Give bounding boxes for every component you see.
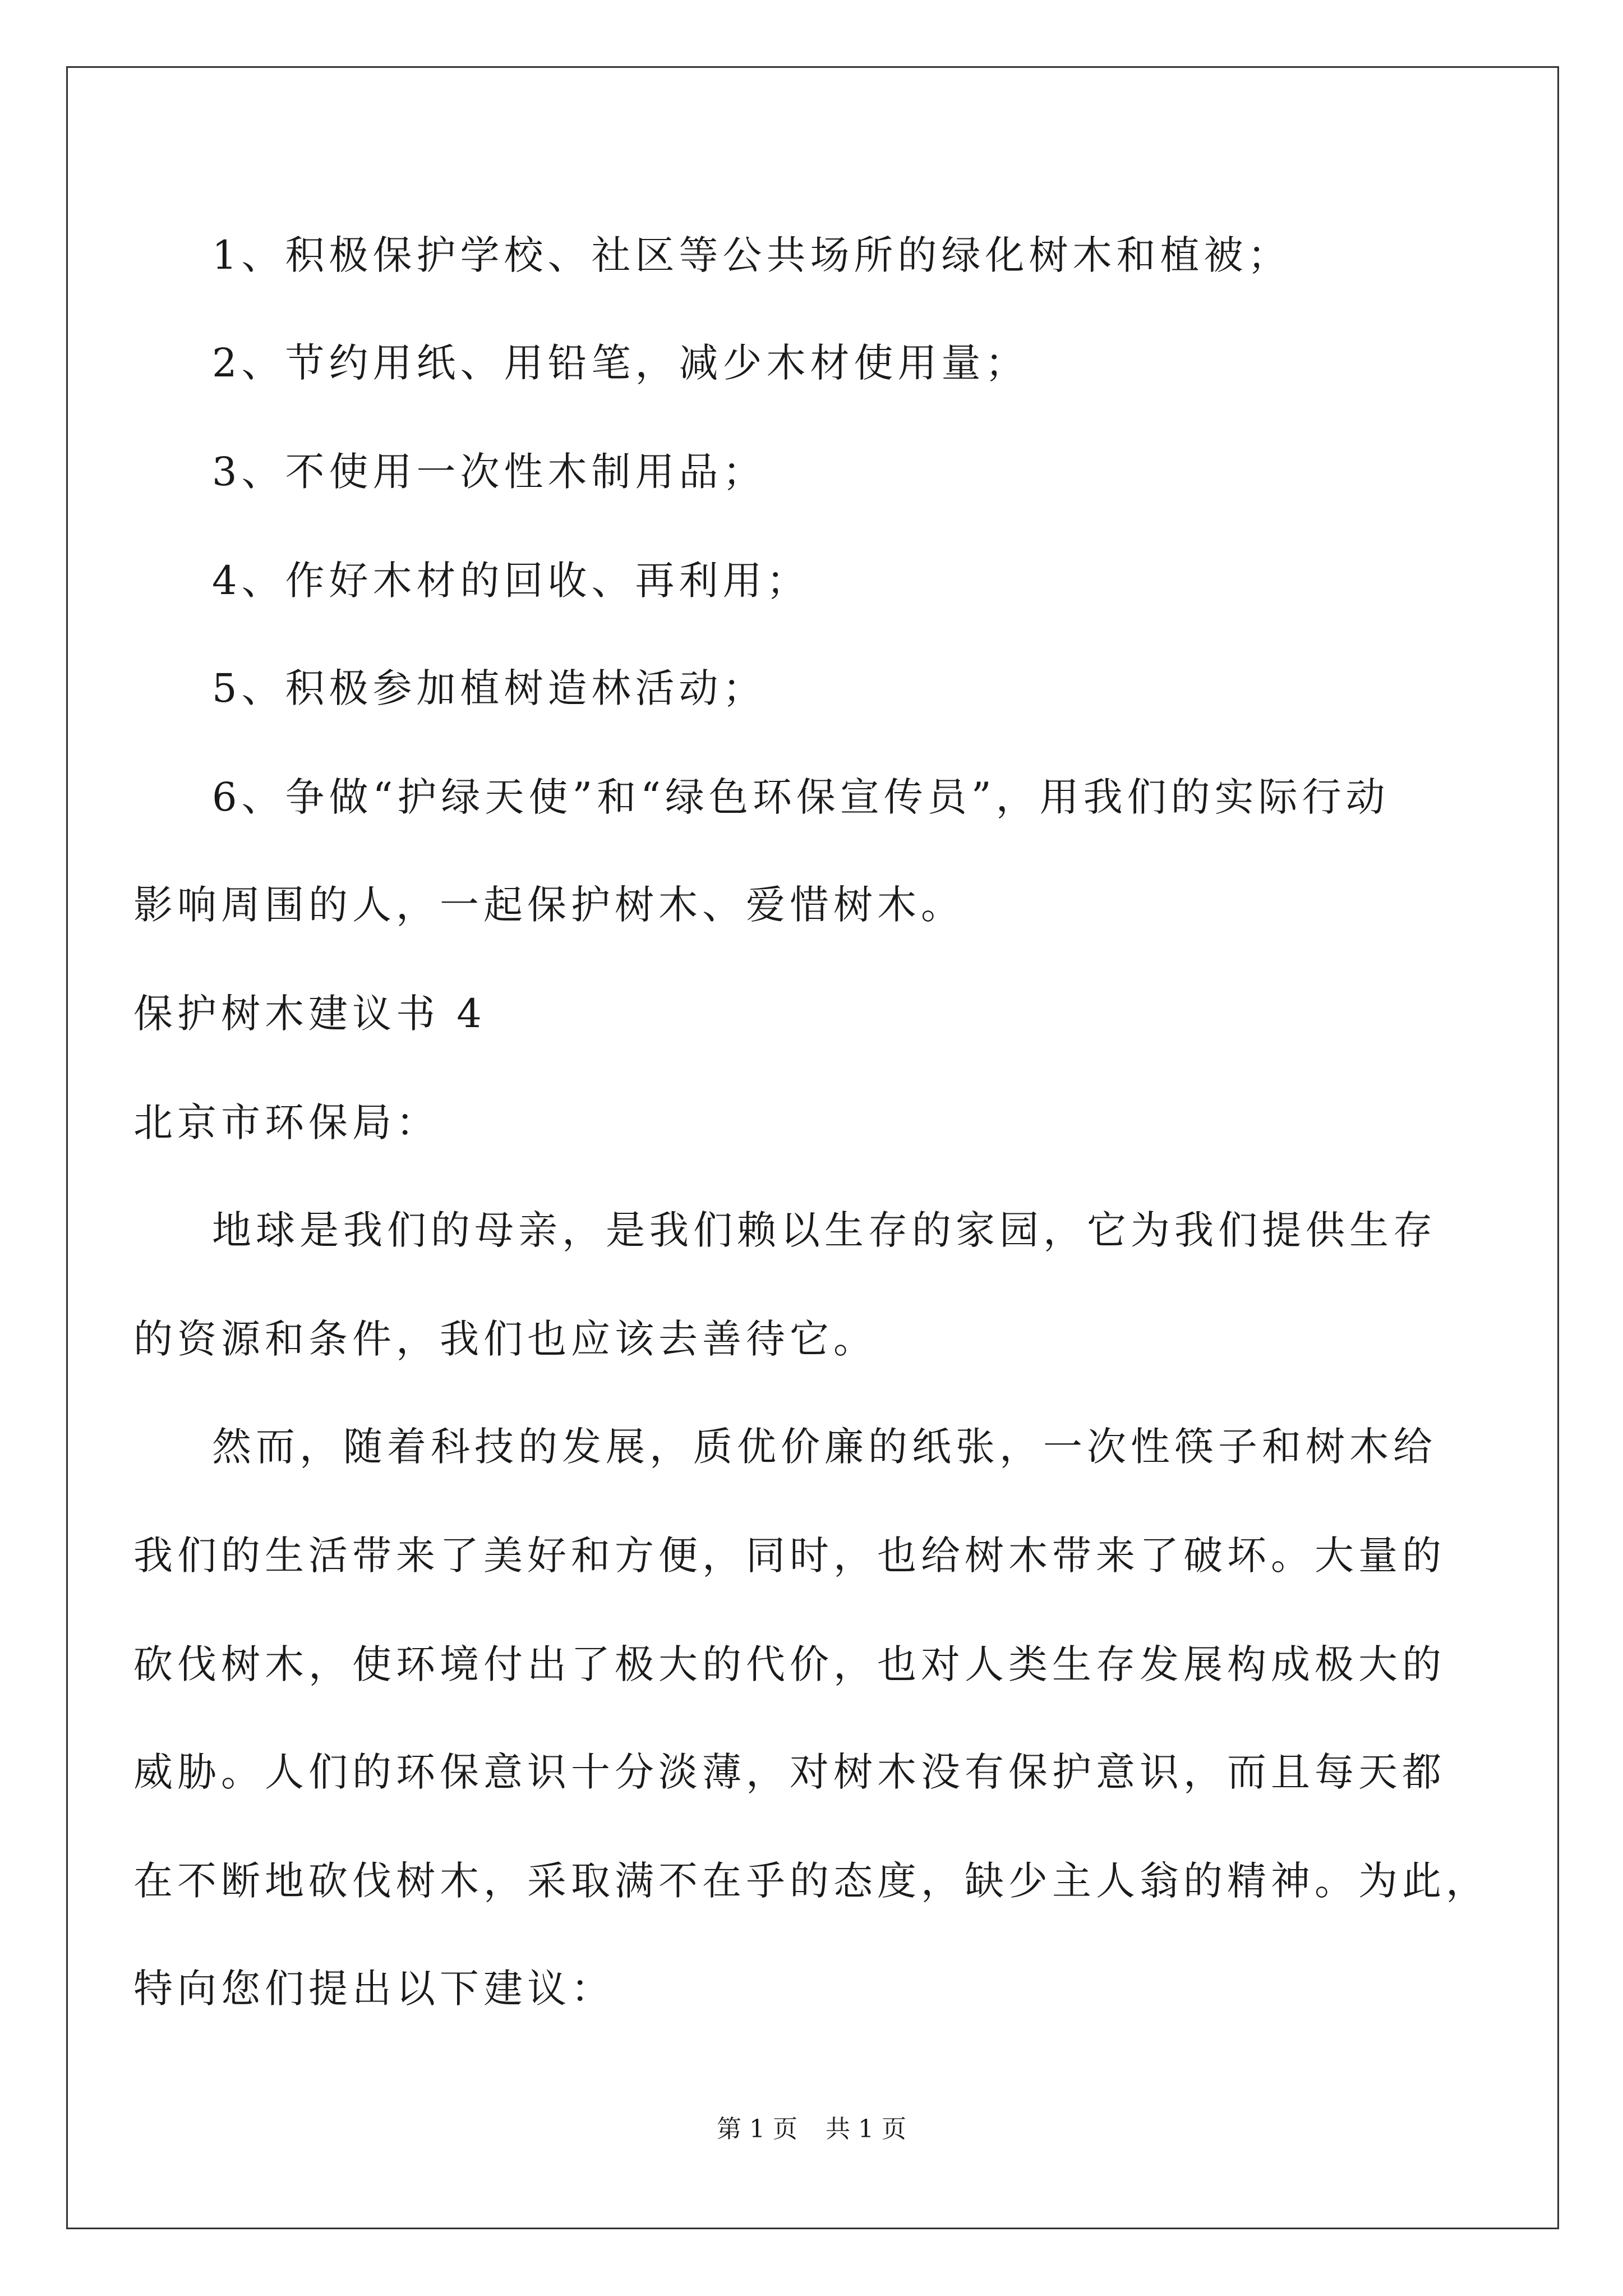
list-item-5: 5、积极参加植树造林活动； bbox=[212, 665, 767, 711]
page-number: 第 1 页 bbox=[717, 2115, 797, 2143]
paragraph2-line1: 然而，随着科技的发展，质优价廉的纸张，一次性筷子和树木给 bbox=[212, 1424, 1437, 1470]
list-item-6-continued: 影响周围的人，一起保护树木、爱惜树木。 bbox=[133, 882, 965, 928]
list-item-3: 3、不使用一次性木制用品； bbox=[212, 449, 767, 495]
paragraph2-line2: 我们的生活带来了美好和方便，同时，也给树木带来了破坏。大量的 bbox=[133, 1533, 1446, 1579]
list-item-6: 6、争做“护绿天使”和“绿色环保宣传员”，用我们的实际行动 bbox=[212, 774, 1390, 820]
page-footer bbox=[0, 2117, 1623, 2142]
paragraph2-line4: 威胁。人们的环保意识十分淡薄，对树木没有保护意识，而且每天都 bbox=[133, 1749, 1446, 1795]
total-pages: 共 1 页 bbox=[826, 2115, 906, 2143]
paragraph2-line3: 砍伐树木，使环境付出了极大的代价，也对人类生存发展构成极大的 bbox=[133, 1641, 1446, 1687]
paragraph1-line1: 地球是我们的母亲，是我们赖以生存的家园，它为我们提供生存 bbox=[212, 1207, 1437, 1253]
paragraph2-line6: 特向您们提出以下建议： bbox=[133, 1966, 615, 2012]
page-border bbox=[66, 66, 1559, 2229]
paragraph1-line2: 的资源和条件，我们也应该去善待它。 bbox=[133, 1316, 877, 1362]
list-item-2: 2、节约用纸、用铅笔，减少木材使用量； bbox=[212, 340, 1029, 386]
list-item-4: 4、作好木材的回收、再利用； bbox=[212, 558, 810, 604]
salutation: 北京市环保局： bbox=[133, 1099, 440, 1145]
list-item-1: 1、积极保护学校、社区等公共场所的绿化树木和植被； bbox=[212, 232, 1292, 278]
paragraph2-line5: 在不断地砍伐树木，采取满不在乎的态度，缺少主人翁的精神。为此， bbox=[133, 1858, 1490, 1904]
section-title: 保护树木建议书 4 bbox=[133, 991, 486, 1037]
